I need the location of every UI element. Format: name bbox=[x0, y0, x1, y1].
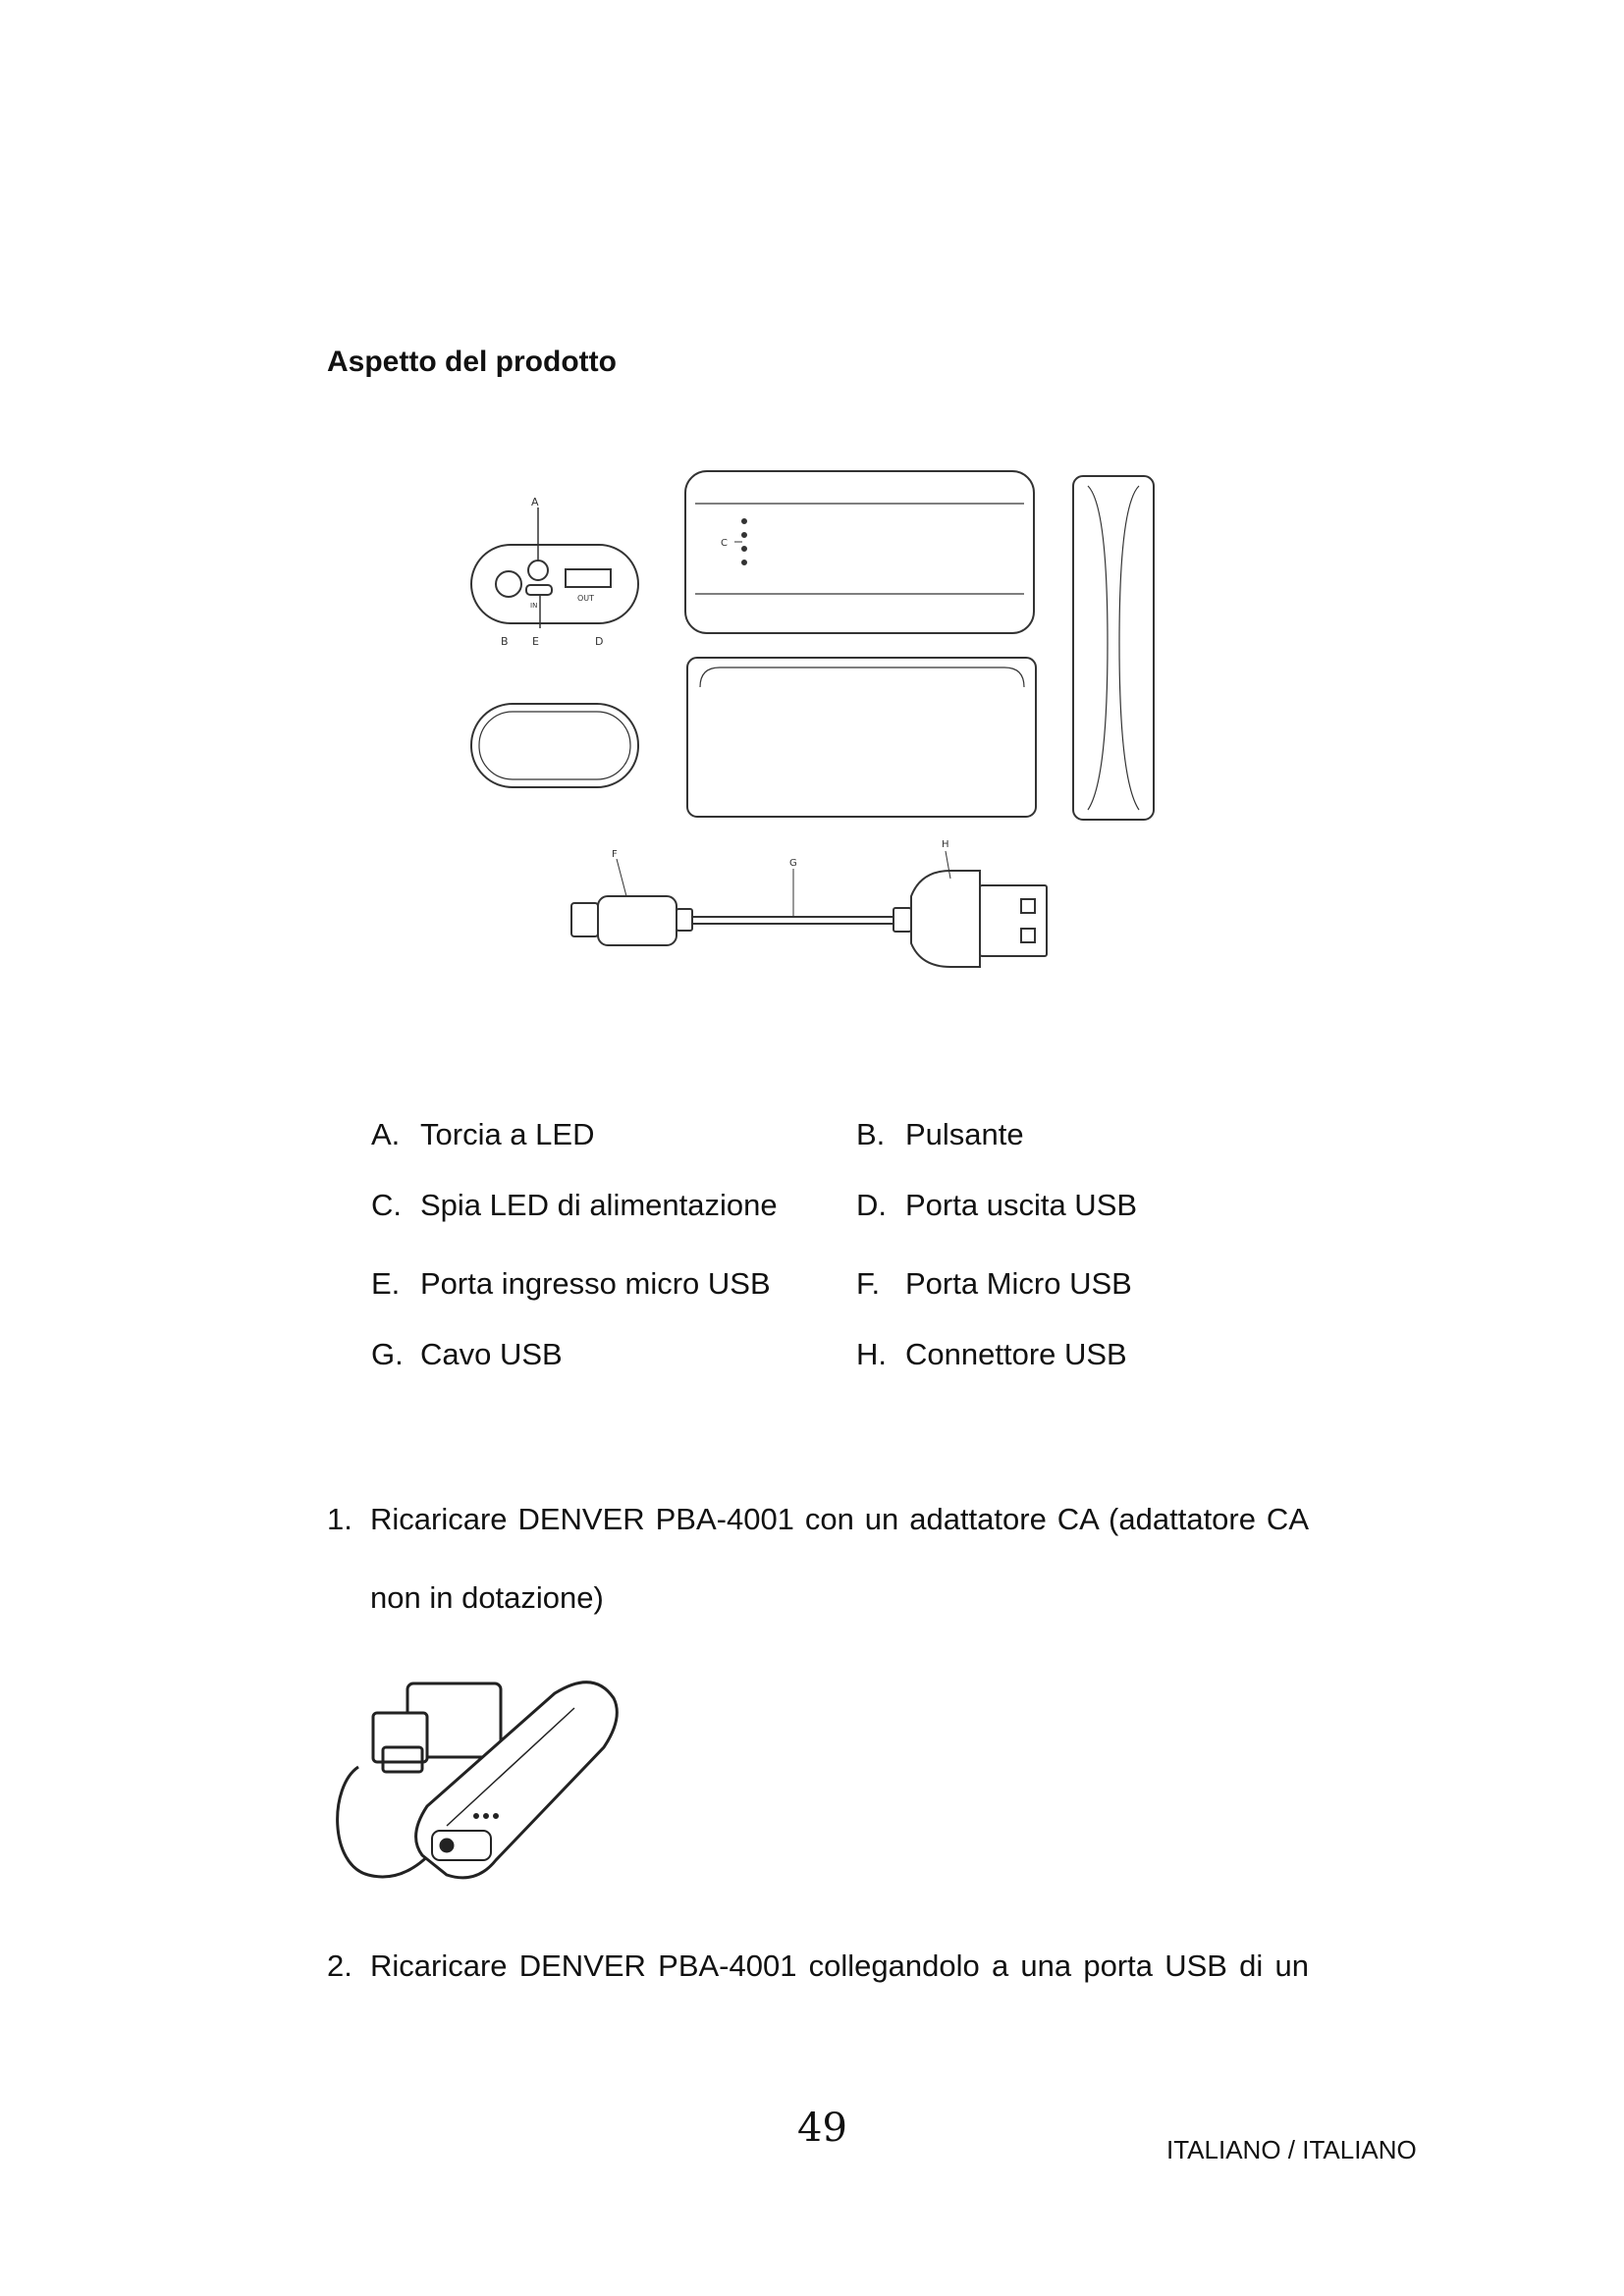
product-diagram-svg bbox=[460, 447, 1206, 1016]
step-number: 1. bbox=[327, 1502, 352, 1536]
step-text-continued: non in dotazione) bbox=[370, 1580, 604, 1615]
legend-item: H. Connettore USB bbox=[856, 1337, 1127, 1371]
micro-usb-body bbox=[598, 896, 677, 945]
legend-item: E. Porta ingresso micro USB bbox=[371, 1266, 771, 1301]
led-torch-a bbox=[528, 561, 548, 580]
button-b bbox=[496, 571, 521, 597]
charging-illustration bbox=[329, 1639, 648, 1919]
front-view bbox=[687, 658, 1036, 817]
step-1 bbox=[327, 1502, 1309, 1620]
page-number: 49 bbox=[797, 2106, 847, 2151]
step-number: 2. bbox=[327, 1949, 352, 1983]
legend-item: G. Cavo USB bbox=[371, 1337, 563, 1371]
step-text: Ricaricare DENVER PBA-4001 collegandolo a una porta USB di un bbox=[370, 1949, 1309, 1983]
label-b: B bbox=[501, 635, 509, 648]
label-out: OUT bbox=[577, 594, 595, 603]
label-c: C bbox=[721, 538, 728, 549]
legend-item: A. Torcia a LED bbox=[371, 1117, 595, 1151]
usb-out-port-d bbox=[566, 569, 611, 587]
legend-item: C. Spia LED di alimentazione bbox=[371, 1188, 778, 1222]
usb-connector-h bbox=[911, 871, 980, 967]
label-e: E bbox=[532, 635, 539, 648]
label-f: F bbox=[612, 849, 618, 860]
top-view bbox=[685, 471, 1034, 633]
footer-language: ITALIANO / ITALIANO bbox=[1166, 2135, 1417, 2164]
label-h: H bbox=[942, 839, 949, 850]
legend-item: F. Porta Micro USB bbox=[856, 1266, 1132, 1301]
micro-usb-port-e bbox=[526, 585, 552, 595]
micro-usb-plug-f bbox=[571, 903, 598, 936]
section-heading: Aspetto del prodotto bbox=[327, 346, 617, 378]
label-a: A bbox=[531, 496, 539, 508]
legend-item: D. Porta uscita USB bbox=[856, 1188, 1138, 1222]
label-in: IN bbox=[530, 602, 538, 610]
label-g: G bbox=[789, 858, 797, 869]
product-diagram bbox=[460, 447, 1206, 1016]
step-text: Ricaricare DENVER PBA-4001 con un adattatore CA (adattatore CA bbox=[370, 1502, 1309, 1536]
legend-item: B. Pulsante bbox=[856, 1117, 1024, 1151]
label-d: D bbox=[595, 635, 604, 648]
narrow-side-view bbox=[1073, 476, 1154, 820]
ac-adapter bbox=[373, 1713, 427, 1762]
step-2 bbox=[327, 1949, 1309, 1998]
